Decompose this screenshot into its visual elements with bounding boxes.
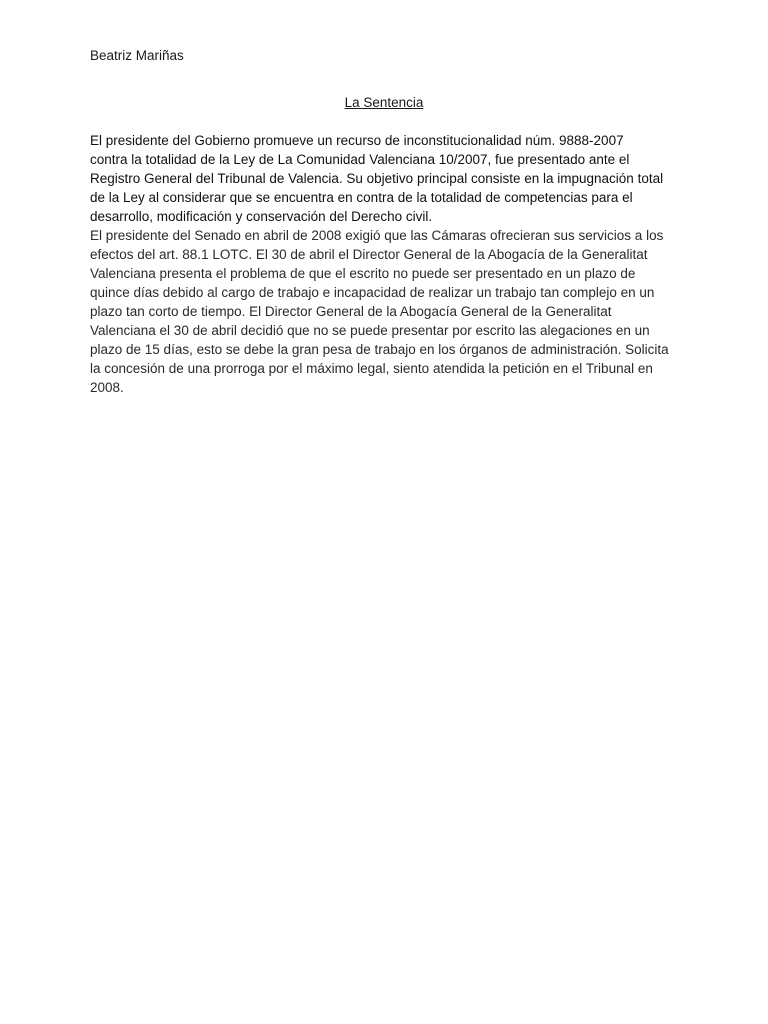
paragraph-line: Valenciana presenta el problema de que el escrito no puede ser presentado en un plazo de — [90, 266, 636, 281]
paragraph-line: contra la totalidad de la Ley de La Comunidad Valenciana 10/2007, fue presentado ante el — [90, 152, 630, 167]
document-body — [90, 131, 680, 397]
author-name: Beatriz Mariñas — [90, 48, 184, 63]
paragraph-2 — [90, 226, 680, 397]
paragraph-line: efectos del art. 88.1 LOTC. El 30 de abril el Director General de la Abogacía de la Generalitat — [90, 247, 648, 262]
paragraph-line: desarrollo, modificación y conservación del Derecho civil. — [90, 209, 433, 224]
paragraph-line: Registro General del Tribunal de Valencia. Su objetivo principal consiste en la impugnación total — [90, 171, 664, 186]
paragraph-line: la concesión de una prorroga por el máximo legal, siento atendida la petición en el Tribunal en — [90, 361, 653, 376]
document-title: La Sentencia — [344, 95, 424, 110]
paragraph-1 — [90, 131, 680, 226]
paragraph-line: El presidente del Gobierno promueve un recurso de inconstitucionalidad núm. 9888-2007 — [90, 133, 624, 148]
paragraph-line: 2008. — [90, 380, 124, 395]
paragraph-line: El presidente del Senado en abril de 2008 exigió que las Cámaras ofrecieran sus servicios a los — [90, 228, 664, 243]
paragraph-line: quince días debido al cargo de trabajo e incapacidad de realizar un trabajo tan complejo en un — [90, 285, 655, 300]
paragraph-line: Valenciana el 30 de abril decidió que no se puede presentar por escrito las alegaciones en un — [90, 323, 650, 338]
paragraph-line: plazo tan corto de tiempo. El Director General de la Abogacía General de la Generalitat — [90, 304, 612, 319]
paragraph-line: plazo de 15 días, esto se debe la gran pesa de trabajo en los órganos de administración. Solicita — [90, 342, 669, 357]
paragraph-line: de la Ley al considerar que se encuentra en contra de la totalidad de competencias para el — [90, 190, 633, 205]
